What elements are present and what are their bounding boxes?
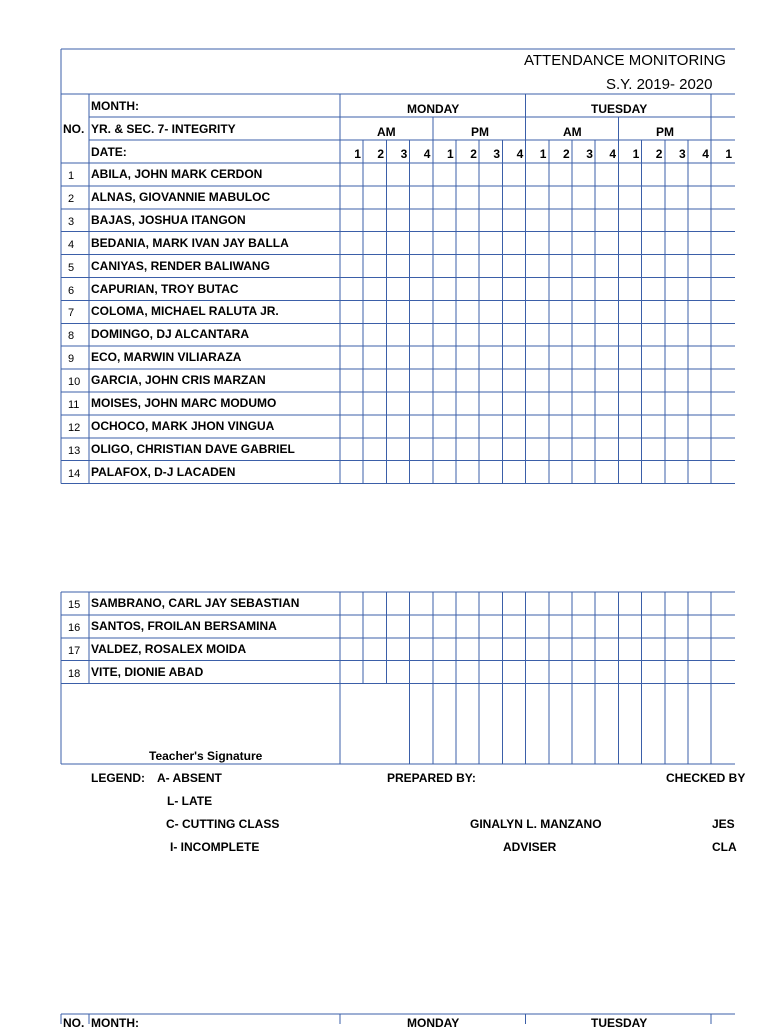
student-number: 8 [68, 330, 75, 343]
prepared-by-label: PREPARED BY: [387, 771, 476, 785]
student-number: 14 [68, 467, 81, 480]
period-number: 2 [655, 147, 663, 161]
footer-no-label: NO. [63, 1016, 85, 1030]
teacher-signature-label: Teacher's Signature [149, 749, 263, 763]
period-number: 2 [377, 147, 385, 161]
adviser-role: ADVISER [503, 840, 557, 854]
date-label: DATE: [91, 145, 127, 159]
tuesday-am-label: AM [563, 125, 582, 139]
monday-am-label: AM [377, 125, 396, 139]
checked-by-label: CHECKED BY [666, 771, 746, 785]
section-label: YR. & SEC. 7- INTEGRITY [91, 122, 236, 136]
student-number: 12 [68, 421, 81, 434]
student-name: GARCIA, JOHN CRIS MARZAN [91, 373, 266, 388]
student-name: COLOMA, MICHAEL RALUTA JR. [91, 304, 279, 319]
student-number: 1 [68, 170, 75, 182]
student-number: 11 [68, 399, 80, 411]
student-number: 4 [68, 238, 75, 251]
student-name: ABILA, JOHN MARK CERDON [91, 167, 263, 181]
student-number: 10 [68, 376, 81, 389]
day-monday: MONDAY [407, 102, 460, 116]
tuesday-pm-label: PM [656, 125, 674, 139]
student-number: 16 [68, 621, 81, 634]
student-name: CAPURIAN, TROY BUTAC [91, 281, 239, 296]
student-name: ECO, MARWIN VILIARAZA [91, 350, 242, 365]
period-number: 1 [725, 147, 733, 161]
period-number: 3 [586, 147, 593, 161]
period-number: 1 [447, 147, 454, 161]
student-name: VALDEZ, ROSALEX MOIDA [91, 641, 247, 656]
student-name: DOMINGO, DJ ALCANTARA [91, 327, 249, 342]
no-column-header: NO. [63, 122, 85, 136]
student-number: 9 [68, 353, 75, 366]
student-name: OCHOCO, MARK JHON VINGUA [91, 418, 275, 433]
checker-name: JES [712, 817, 735, 831]
student-number: 3 [68, 215, 75, 228]
student-number: 15 [68, 599, 81, 611]
checker-role: CLA [712, 840, 737, 854]
period-number: 4 [423, 147, 431, 161]
day-tuesday: TUESDAY [591, 102, 648, 116]
student-name: VITE, DIONIE ABAD [91, 664, 204, 679]
period-number: 3 [679, 147, 686, 161]
period-number: 1 [539, 147, 547, 161]
student-number: 5 [68, 261, 75, 274]
student-name: CANIYAS, RENDER BALIWANG [91, 258, 270, 273]
period-number: 4 [609, 147, 617, 161]
student-number: 7 [68, 307, 75, 320]
period-number: 4 [516, 147, 524, 161]
legend-absent: A- ABSENT [157, 771, 222, 785]
period-number: 2 [470, 147, 477, 161]
student-name: OLIGO, CHRISTIAN DAVE GABRIEL [91, 441, 295, 456]
student-name: BAJAS, JOSHUA ITANGON [91, 212, 246, 227]
period-number: 3 [400, 147, 408, 161]
adviser-name: GINALYN L. MANZANO [470, 817, 602, 831]
student-number: 2 [68, 192, 75, 205]
month-label: MONTH: [91, 99, 139, 113]
period-number: 3 [493, 147, 501, 161]
school-year: S.Y. 2019- 2020 [606, 76, 713, 93]
student-name: ALNAS, GIOVANNIE MABULOC [91, 189, 271, 204]
footer-day-monday: MONDAY [407, 1016, 460, 1030]
student-name: SAMBRANO, CARL JAY SEBASTIAN [91, 596, 300, 610]
student-number: 6 [68, 284, 75, 297]
footer-day-tuesday: TUESDAY [591, 1016, 648, 1030]
student-number: 18 [68, 667, 81, 680]
student-name: PALAFOX, D-J LACADEN [91, 464, 236, 479]
legend-late: L- LATE [167, 794, 213, 808]
sheet-title: ATTENDANCE MONITORING [524, 52, 726, 69]
student-number: 13 [68, 444, 81, 457]
period-number: 2 [563, 147, 570, 161]
period-number: 1 [354, 147, 361, 161]
footer-month-label: MONTH: [91, 1016, 139, 1030]
student-name: SANTOS, FROILAN BERSAMINA [91, 618, 277, 633]
period-number: 4 [702, 147, 709, 161]
legend-cutting-class: C- CUTTING CLASS [166, 817, 280, 831]
student-name: BEDANIA, MARK IVAN JAY BALLA [91, 235, 289, 250]
student-number: 17 [68, 644, 81, 657]
legend-title: LEGEND: [91, 771, 145, 785]
period-number: 1 [632, 147, 640, 161]
student-name: MOISES, JOHN MARC MODUMO [91, 396, 277, 410]
monday-pm-label: PM [471, 125, 489, 139]
legend-incomplete: I- INCOMPLETE [170, 840, 260, 854]
